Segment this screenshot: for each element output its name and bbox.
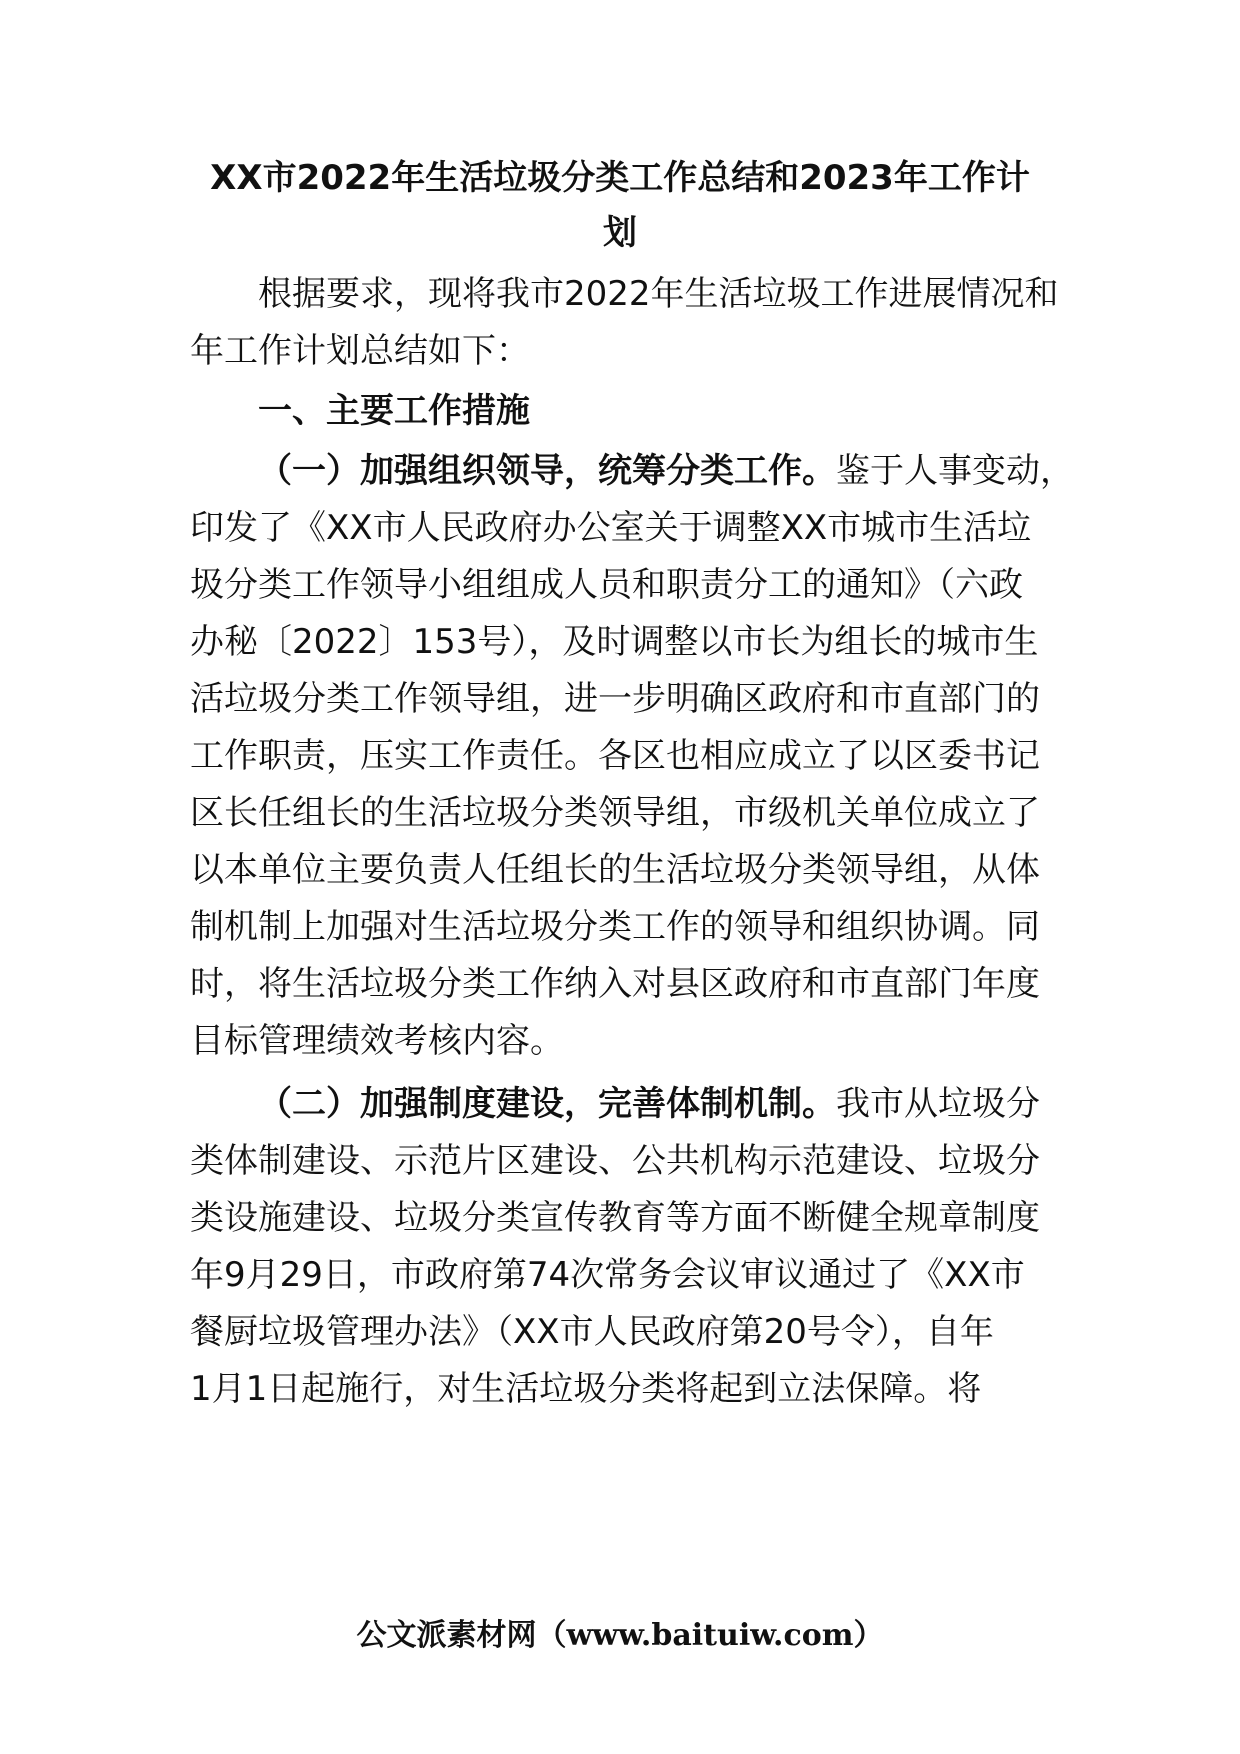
intro-line-2: 年工作计划总结如下： bbox=[190, 331, 530, 371]
para-1-line: 以本单位主要负责人任组长的生活垃圾分类领导组，从体 bbox=[190, 850, 1040, 890]
para-1-line: 圾分类工作领导小组组成人员和职责分工的通知》（六政 bbox=[190, 565, 1023, 605]
document-title-line-1: XX市2022年生活垃圾分类工作总结和2023年工作计 bbox=[210, 158, 1030, 198]
para-1-line: 办秘〔2022〕153号），及时调整以市长为组长的城市生 bbox=[190, 622, 1039, 662]
para-1-line: 时，将生活垃圾分类工作纳入对县区政府和市直部门年度 bbox=[190, 964, 1040, 1004]
para-1-line: 区长任组长的生活垃圾分类领导组，市级机关单位成立了 bbox=[190, 793, 1040, 833]
para-2-line: 年9月29日，市政府第74次常务会议审议通过了《XX市 bbox=[190, 1255, 1025, 1295]
para-1-lead: （一）加强组织领导，统筹分类工作。 bbox=[258, 451, 836, 491]
para-2-line: 类设施建设、垃圾分类宣传教育等方面不断健全规章制度 bbox=[190, 1198, 1040, 1238]
para-1-line: 活垃圾分类工作领导组，进一步明确区政府和市直部门的 bbox=[190, 679, 1040, 719]
para-1-line: 工作职责，压实工作责任。各区也相应成立了以区委书记 bbox=[190, 736, 1040, 776]
para-1-line: 制机制上加强对生活垃圾分类工作的领导和组织协调。同 bbox=[190, 907, 1040, 947]
para-1-first-line bbox=[258, 451, 1074, 491]
para-2-lead: （二）加强制度建设，完善体制机制。 bbox=[258, 1084, 836, 1124]
para-2-line: 餐厨垃圾管理办法》（XX市人民政府第20号令），自年 bbox=[190, 1312, 994, 1352]
para-2-line: 类体制建设、示范片区建设、公共机构示范建设、垃圾分 bbox=[190, 1141, 1040, 1181]
footer-watermark: 公文派素材网（www.baituiw.com） bbox=[356, 1618, 884, 1653]
para-2-first-line bbox=[258, 1084, 1040, 1124]
para-1-line: 目标管理绩效考核内容。 bbox=[190, 1021, 564, 1061]
document-title-line-2: 划 bbox=[603, 213, 637, 253]
para-2-line: 1月1日起施行，对生活垃圾分类将起到立法保障。将 bbox=[190, 1369, 982, 1409]
para-2-first-line-rest: 我市从垃圾分 bbox=[836, 1084, 1040, 1124]
para-1-line: 印发了《XX市人民政府办公室关于调整XX市城市生活垃 bbox=[190, 508, 1032, 548]
para-1-first-line-rest: 鉴于人事变动， bbox=[836, 451, 1074, 491]
intro-line-1: 根据要求，现将我市2022年生活垃圾工作进展情况和 bbox=[258, 274, 1059, 314]
section-1-heading: 一、主要工作措施 bbox=[258, 391, 530, 431]
